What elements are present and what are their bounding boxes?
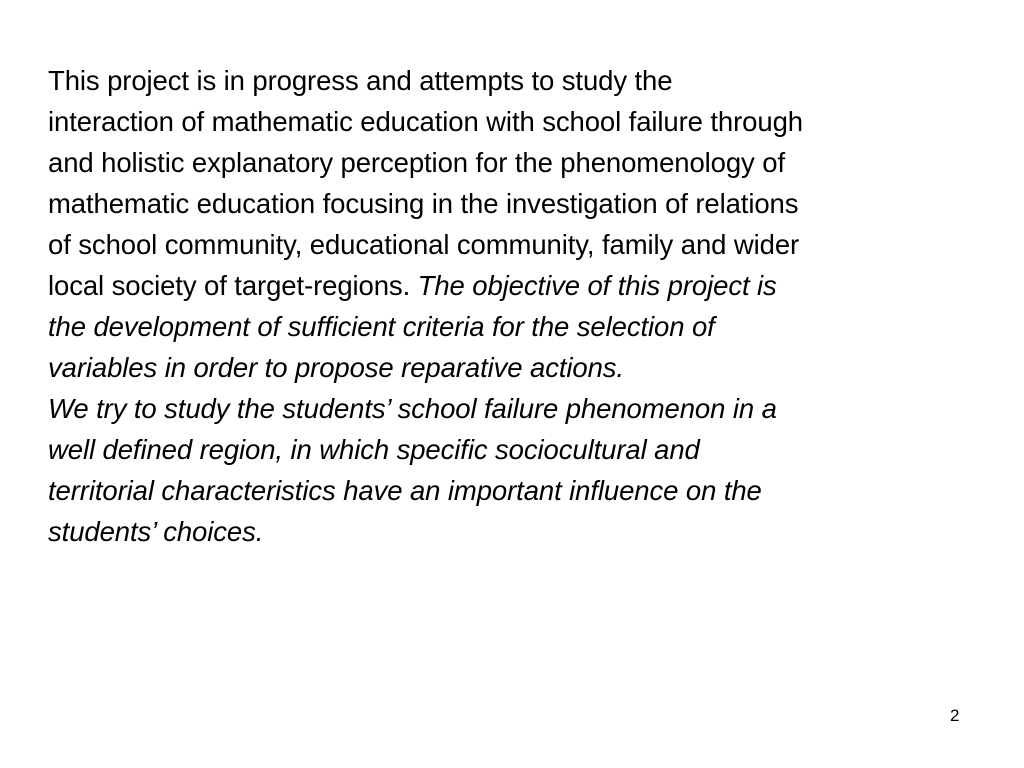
slide-body-text: [48, 60, 1008, 552]
page-number: 2: [950, 706, 960, 725]
paragraph-1-objective-text: The objective of this project is the development of sufficient criteria for the selection of variables in order to propose reparative actions.: [48, 270, 777, 383]
paragraph-1-text: This project is in progress and attempts to study the interaction of mathematic education with school failure through and holistic explanatory perception for the phenomenology of mathematic education focusing in the investigation of relations of school community, educational community, family and wider local society of target-regions.: [48, 65, 803, 301]
paragraph-2-text: We try to study the students’ school failure phenomenon in a well defined region, in which specific sociocultural and territorial characteristics have an important influence on the students’ choices.: [48, 393, 777, 547]
